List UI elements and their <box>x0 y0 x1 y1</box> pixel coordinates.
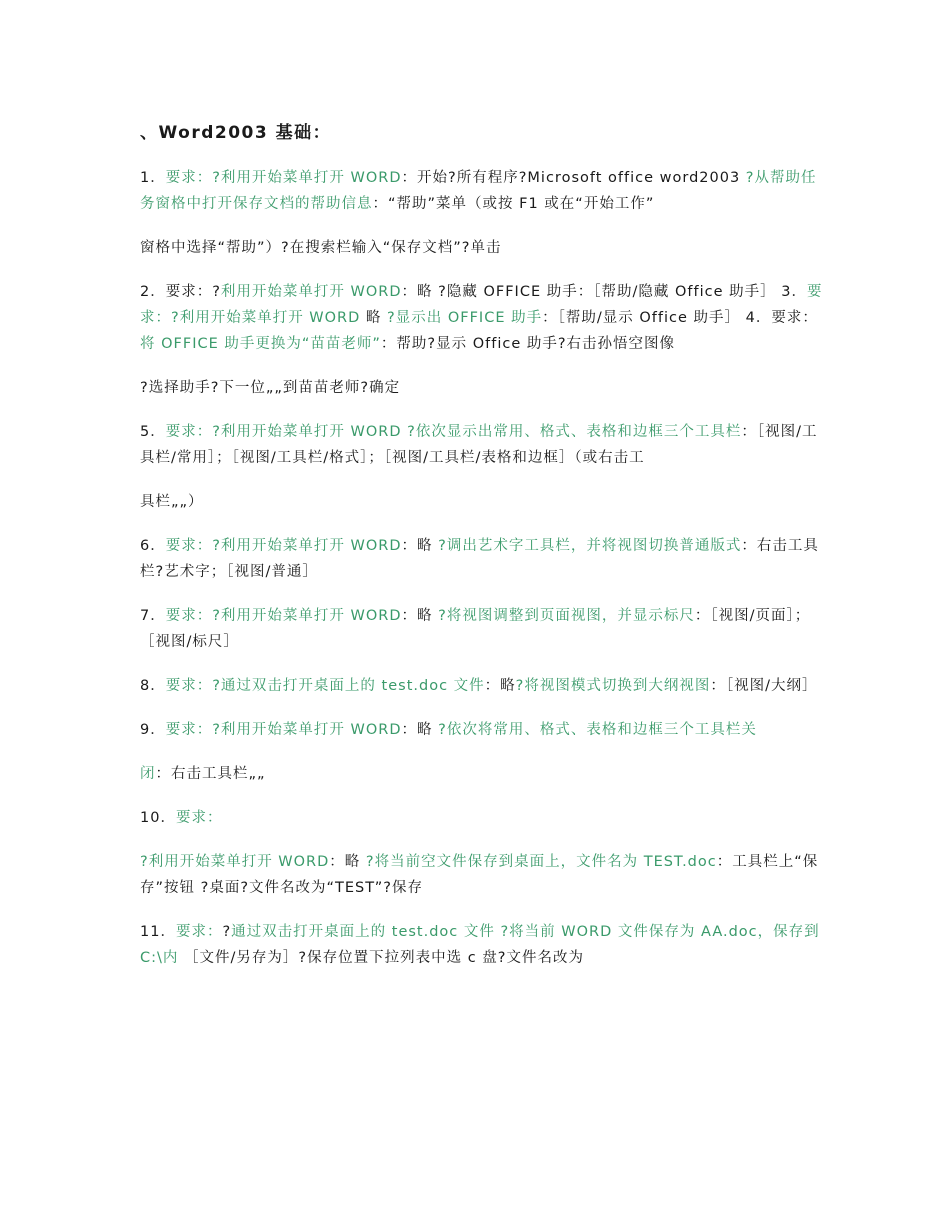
body-text: 5． <box>140 424 166 440</box>
body-text: 具栏„„） <box>140 494 204 510</box>
highlight-text: 要求： <box>175 810 223 826</box>
highlight-text: 要求： <box>175 924 223 940</box>
body-text: ：略 <box>329 854 366 870</box>
body-text: 1． <box>140 170 166 186</box>
body-text: ：开始?所有程序?Microsoft office word2003 <box>401 170 746 186</box>
body-text: ：右击工具栏„„ <box>155 766 266 782</box>
body-text: ［文件/另存为］?保存位置下拉列表中选 c 盘?文件名改为 <box>178 950 584 966</box>
body-text: ：略 <box>401 538 439 554</box>
paragraph <box>140 375 830 401</box>
paragraph <box>140 717 830 743</box>
paragraph <box>140 165 830 217</box>
paragraph <box>140 533 830 585</box>
highlight-text: ?利用开始菜单打开 WORD <box>140 854 330 870</box>
highlight-text: ?将当前空文件保存到桌面上，文件名为 TEST.doc <box>365 854 717 870</box>
body-text: ：工具栏上“保存”按钮 ?桌面?文件名改为“TEST”?保存 <box>140 854 819 896</box>
body-text: 11． <box>140 924 176 940</box>
highlight-text: 要求：?利用开始菜单打开 WORD <box>165 538 402 554</box>
highlight-text: ?从帮助任务窗格中打开保存文档的帮助信息 <box>140 170 817 212</box>
highlight-text: 要求：?利用开始菜单打开 WORD <box>140 284 823 326</box>
highlight-text: 要求：?利用开始菜单打开 WORD ?依次显示出常用、格式、表格和边框三个工具栏 <box>165 424 742 440</box>
highlight-text: 要求：?利用开始菜单打开 WORD <box>165 722 402 738</box>
highlight-text: 通过双击打开桌面上的 test.doc 文件 ?将当前 WORD 文件保存为 AA.doc，保存到 C:\内 <box>140 924 820 966</box>
paragraph <box>140 919 830 971</box>
highlight-text: 闭 <box>140 766 156 782</box>
paragraph <box>140 235 830 261</box>
paragraph <box>140 849 830 901</box>
highlight-text: 要求：?利用开始菜单打开 WORD <box>165 170 402 186</box>
highlight-text: 要求：?利用开始菜单打开 WORD <box>165 608 402 624</box>
paragraph <box>140 603 830 655</box>
body-text: ：略 ?隐藏 OFFICE 助手：［帮助/隐藏 Office 助手］ 3． <box>401 284 807 300</box>
body-text: 8． <box>140 678 166 694</box>
body-text: 7． <box>140 608 166 624</box>
body-text: ：略 <box>401 722 439 738</box>
body-text: 10． <box>140 810 176 826</box>
document-body <box>140 165 830 971</box>
highlight-text: ?依次将常用、格式、表格和边框三个工具栏关 <box>438 722 757 738</box>
body-text: ：右击工具栏?艺术字；［视图/普通］ <box>140 538 819 580</box>
body-text: 略 <box>360 310 388 326</box>
highlight-text: 将 OFFICE 助手更换为“苗苗老师” <box>140 336 381 352</box>
body-text: ：帮助?显示 Office 助手?右击孙悟空图像 <box>380 336 676 352</box>
paragraph <box>140 761 830 787</box>
section-heading: 、Word2003 基础： <box>140 123 332 143</box>
body-text: ：［视图/工具栏/常用］；［视图/工具栏/格式］；［视图/工具栏/表格和边框］（或右击工 <box>140 424 818 466</box>
paragraph <box>140 489 830 515</box>
body-text: ? <box>222 924 232 940</box>
body-text: 2．要求：? <box>140 284 221 300</box>
body-text: 6． <box>140 538 166 554</box>
body-text: ：［帮助/显示 Office 助手］ 4．要求： <box>542 310 818 326</box>
highlight-text: ?调出艺术字工具栏，并将视图切换普通版式 <box>438 538 742 554</box>
body-text: ：“帮助”菜单（或按 F1 或在“开始工作” <box>372 196 655 212</box>
body-text: ：略 <box>401 608 439 624</box>
body-text: ：［视图/大纲］ <box>710 678 818 694</box>
body-text: ?选择助手?下一位„„到苗苗老师?确定 <box>140 380 401 396</box>
paragraph <box>140 805 830 831</box>
highlight-text: ?将视图调整到页面视图，并显示标尺 <box>438 608 695 624</box>
paragraph <box>140 673 830 699</box>
body-text: 窗格中选择“帮助”）?在搜索栏输入“保存文档”?单击 <box>140 240 502 256</box>
highlight-text: ?显示出 OFFICE 助手 <box>387 310 543 326</box>
paragraph <box>140 419 830 471</box>
highlight-text: 利用开始菜单打开 WORD <box>220 284 402 300</box>
paragraph <box>140 279 830 357</box>
highlight-text: 要求：?通过双击打开桌面上的 test.doc 文件 <box>165 678 485 694</box>
highlight-text: ?将视图模式切换到大纲视图 <box>515 678 711 694</box>
body-text: 9． <box>140 722 166 738</box>
document-page <box>140 118 830 989</box>
body-text: ：［视图/页面］；［视图/标尺］ <box>140 608 811 650</box>
body-text: ：略 <box>484 678 516 694</box>
